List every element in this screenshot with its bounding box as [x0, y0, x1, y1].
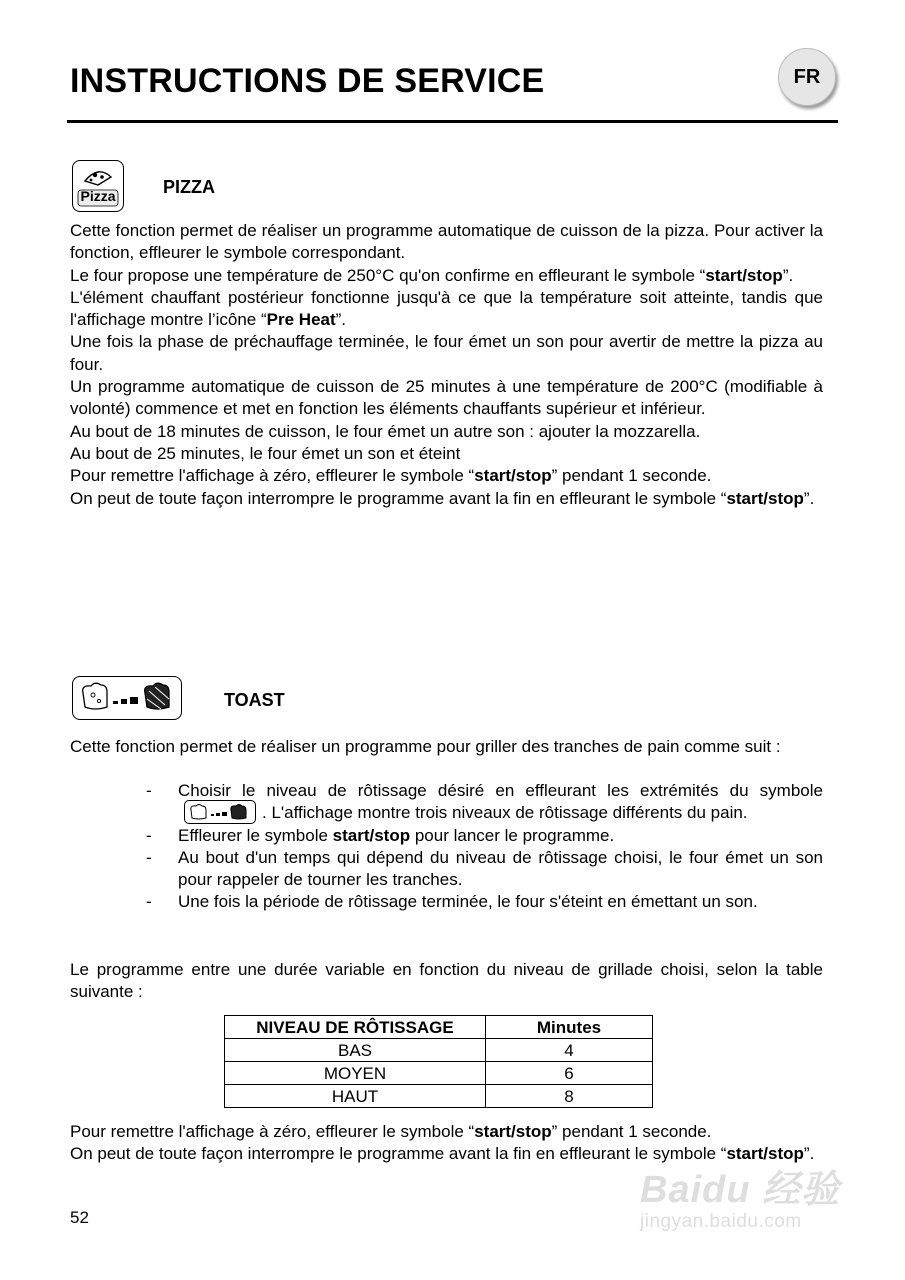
- paragraph: Le four propose une température de 250°C qu'on confirme en effleurant le symbole “start/stop”.: [70, 265, 794, 285]
- list-item: - Choisir le niveau de rôtissage désiré en effleurant les extrémités du symbole . L'affichage montre trois niveaux de rôtissage différents du pain.: [146, 781, 823, 823]
- watermark-logo: Baidu 经验: [640, 1169, 841, 1211]
- bold-keyword: start/stop: [705, 265, 783, 285]
- bold-keyword: Pre Heat: [266, 310, 336, 330]
- table-cell-level: MOYEN: [225, 1062, 486, 1085]
- toast-intro: Cette fonction permet de réaliser un programme pour griller des tranches de pain comme suit :: [70, 737, 781, 756]
- table-header-minutes: Minutes: [486, 1016, 653, 1039]
- paragraph: Une fois la phase de préchauffage terminée, le four émet un son pour avertir de mettre la pizza au four.: [70, 332, 823, 374]
- table-cell-level: HAUT: [225, 1085, 486, 1108]
- language-badge: FR: [778, 48, 836, 106]
- bold-keyword: start/stop: [726, 488, 804, 508]
- page-number: 52: [70, 1208, 89, 1227]
- paragraph: Au bout de 25 minutes, le four émet un son et éteint: [70, 443, 461, 463]
- list-item: - Une fois la période de rôtissage terminée, le four s'éteint en émettant un son.: [70, 891, 823, 913]
- table-cell-minutes: 8: [486, 1085, 653, 1108]
- bullet-dash: -: [146, 825, 152, 845]
- pizza-section-title: PIZZA: [163, 177, 215, 197]
- table-cell-minutes: 4: [486, 1039, 653, 1062]
- table-row: [225, 1039, 653, 1062]
- table-row: [225, 1085, 653, 1108]
- toast-level-icon: [73, 677, 181, 719]
- table-cell-level: BAS: [225, 1039, 486, 1062]
- table-cell-minutes: 6: [486, 1062, 653, 1085]
- paragraph: L'élément chauffant postérieur fonctionne jusqu'à ce que la température soit atteinte, tandis que l'affichage montre l’icône “Pre Heat”.: [70, 287, 823, 330]
- toast-table-intro: Le programme entre une durée variable en fonction du niveau de grillade choisi, selon la table suivante :: [70, 960, 823, 1002]
- paragraph: Cette fonction permet de réaliser un programme automatique de cuisson de la pizza. Pour activer la fonction, effleurer le symbole correspondant.: [70, 221, 823, 263]
- bold-keyword: start/stop: [474, 466, 552, 486]
- toast-function-icon: [72, 676, 182, 720]
- bullet-dash: -: [146, 847, 152, 867]
- page-title: INSTRUCTIONS DE SERVICE: [70, 62, 545, 100]
- paragraph: On peut de toute façon interrompre le programme avant la fin en effleurant le symbole “start/stop”.: [70, 1144, 815, 1164]
- bullet-dash: -: [146, 781, 152, 800]
- pizza-function-icon: [72, 160, 124, 212]
- table-row: [225, 1062, 653, 1085]
- paragraph: On peut de toute façon interrompre le programme avant la fin en effleurant le symbole “start/stop”.: [70, 488, 815, 508]
- pizza-instructions: [70, 220, 823, 510]
- paragraph: Un programme automatique de cuisson de 25 minutes à une température de 200°C (modifiable à volonté) commence et met en fonction les éléments chauffants supérieur et inférieur.: [70, 377, 823, 419]
- header-divider: [67, 120, 838, 123]
- baidu-watermark: [640, 1158, 840, 1233]
- bold-keyword: start/stop: [474, 1122, 552, 1141]
- toast-steps-list: [70, 780, 823, 914]
- watermark-url: jingyan.baidu.com: [640, 1211, 802, 1232]
- pizza-icon-label: Pizza: [80, 188, 116, 204]
- bold-keyword: start/stop: [332, 825, 411, 845]
- paragraph: Pour remettre l'affichage à zéro, effleurer le symbole “start/stop” pendant 1 seconde.: [70, 466, 712, 486]
- toast-section-title: TOAST: [224, 690, 285, 710]
- paragraph: Pour remettre l'affichage à zéro, effleurer le symbole “start/stop” pendant 1 seconde.: [70, 1122, 712, 1141]
- list-item: - Au bout d'un temps qui dépend du niveau de rôtissage choisi, le four émet un son pour rappeler de tourner les tranches.: [146, 847, 823, 890]
- paragraph: Au bout de 18 minutes de cuisson, le four émet un autre son : ajouter la mozzarella.: [70, 421, 701, 441]
- bullet-dash: -: [146, 892, 152, 912]
- toast-level-icon: [184, 800, 256, 824]
- roasting-time-table: [224, 1015, 653, 1108]
- table-header-level: NIVEAU DE RÔTISSAGE: [225, 1016, 486, 1039]
- list-item: - Effleurer le symbole start/stop pour lancer le programme.: [70, 825, 823, 847]
- bold-keyword: start/stop: [726, 1144, 804, 1164]
- table-header-row: [225, 1016, 653, 1039]
